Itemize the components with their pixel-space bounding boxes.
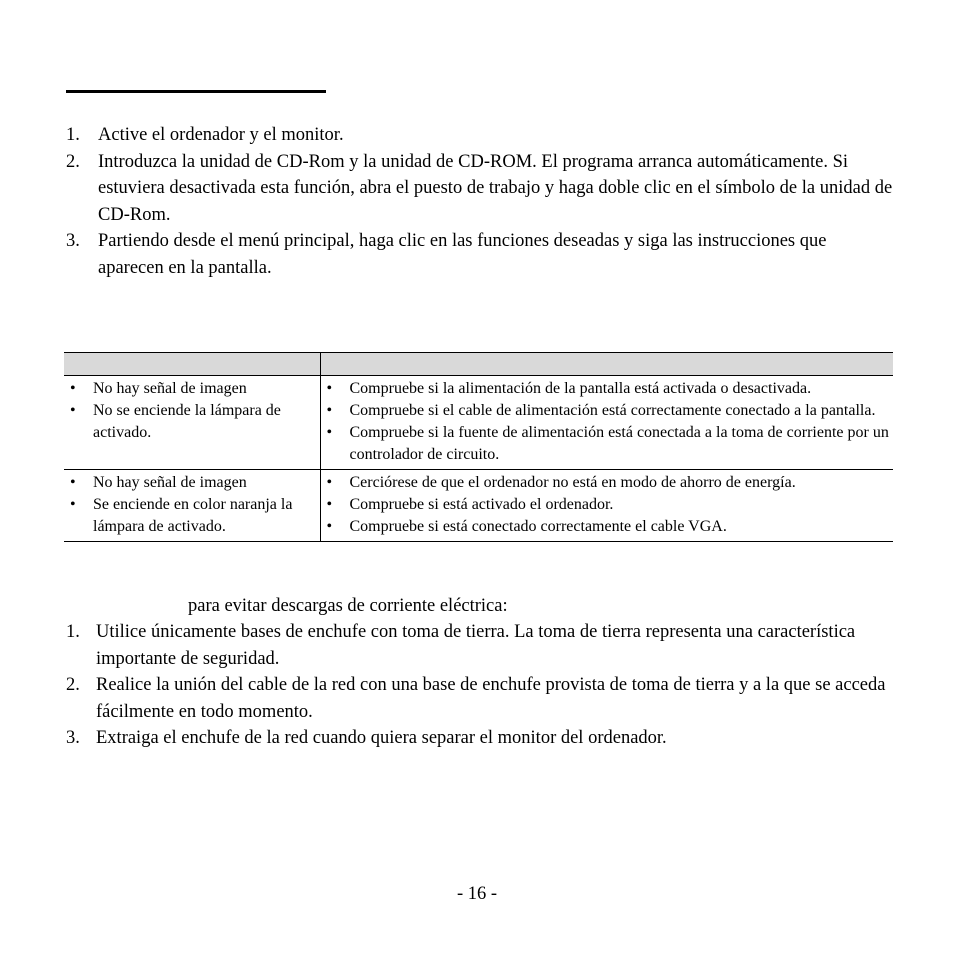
solution-header-cell (320, 353, 893, 376)
problem-item: • No hay señal de imagen (68, 472, 316, 494)
troubleshooting-table (64, 352, 893, 542)
page-number: - 16 - (456, 884, 498, 904)
step-text: Utilice únicamente bases de enchufe con toma de tierra. La toma de tierra representa una característica importante de seguridad. (96, 622, 856, 669)
safety-intro: para evitar descargas de corriente eléctrica: (188, 596, 508, 616)
solution-item: • Compruebe si el cable de alimentación está correctamente conectado a la pantalla. (325, 400, 890, 422)
step-number: 3. (66, 728, 80, 748)
step-number: 2. (66, 675, 80, 695)
step-text: Introduzca la unidad de CD-Rom y la unidad de CD-ROM. El programa arranca automáticamente. Si estuviera desactivada esta función, abra el puesto de trabajo y haga doble clic en el símbolo de la unidad de CD-Rom. (98, 151, 893, 225)
step-number: 1. (66, 125, 80, 145)
step-text: Extraiga el enchufe de la red cuando quiera separar el monitor del ordenador. (96, 728, 667, 748)
step-text: Realice la unión del cable de la red con una base de enchufe provista de toma de tierra y a la que se acceda fácilmente en todo momento. (96, 675, 886, 722)
list-item (66, 619, 896, 672)
solution-cell (320, 376, 893, 470)
table-header-row (64, 353, 893, 376)
heading-underline (66, 90, 326, 93)
list-item (66, 122, 896, 149)
installation-steps (66, 122, 896, 281)
problem-item: • No se enciende la lámpara de activado. (68, 400, 316, 444)
step-text: Active el ordenador y el monitor. (98, 125, 344, 145)
step-number: 2. (66, 151, 80, 172)
problem-cell (64, 376, 320, 470)
list-item (66, 149, 896, 229)
solution-item: • Compruebe si la alimentación de la pantalla está activada o desactivada. (325, 378, 890, 400)
problem-cell (64, 470, 320, 542)
step-number: 1. (66, 622, 80, 642)
list-item (66, 228, 896, 281)
solution-item: • Compruebe si está conectado correctamente el cable VGA. (325, 516, 890, 538)
table-row (64, 376, 893, 470)
solution-item: • Cerciórese de que el ordenador no está en modo de ahorro de energía. (325, 472, 890, 494)
solution-item: • Compruebe si la fuente de alimentación está conectada a la toma de corriente por un controlador de circuito. (325, 422, 890, 466)
step-number: 3. (66, 231, 80, 251)
list-item (66, 725, 896, 752)
problem-item: • No hay señal de imagen (68, 378, 316, 400)
solution-cell (320, 470, 893, 542)
solution-item: • Compruebe si está activado el ordenador. (325, 494, 890, 516)
problem-header-cell (64, 353, 320, 376)
table-row (64, 470, 893, 542)
safety-steps (66, 619, 896, 752)
problem-item: • Se enciende en color naranja la lámpara de activado. (68, 494, 316, 538)
step-text: Partiendo desde el menú principal, haga clic en las funciones deseadas y siga las instrucciones que aparecen en la pantalla. (98, 231, 827, 278)
list-item (66, 672, 896, 725)
